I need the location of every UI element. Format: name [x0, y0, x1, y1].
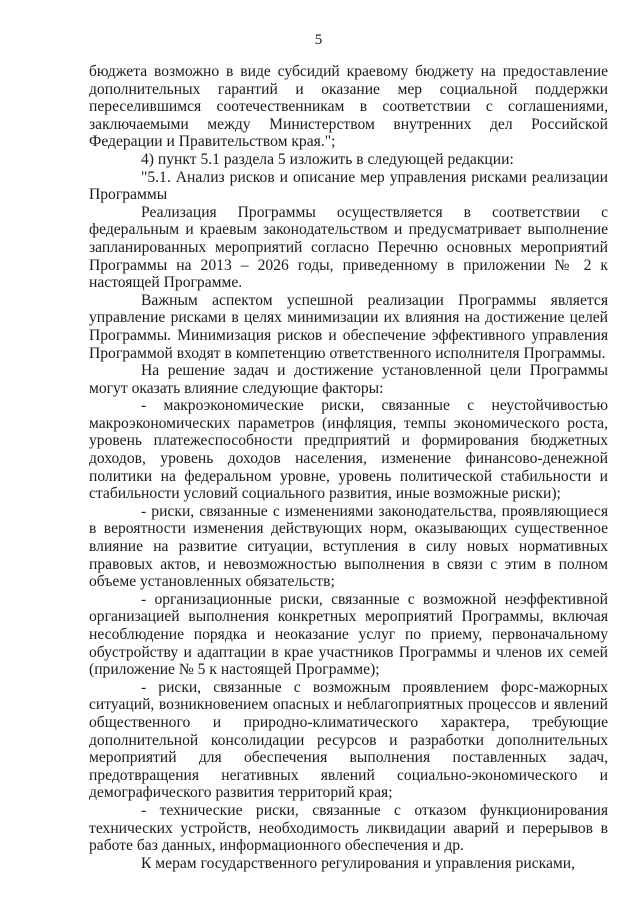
- list-item-macroeconomic-risks: - макроэкономические риски, связанные с неустойчивостью макроэкономических параметров (инфляция, темпы экономического роста, уровень платежеспособности предприятий и формирования бюджетных доходов, уровень доходов населения, изменение финансово-денежной политики на федеральном уровне, уровень политической стабильности и стабильности условий социального развития, иные возможные риски);: [89, 397, 608, 503]
- paragraph-factors-intro: На решение задач и достижение установленной цели Программы могут оказать влияние следующие факторы:: [89, 362, 608, 397]
- paragraph-risk-management: Важным аспектом успешной реализации Программы является управление рисками в целях минимизации их влияния на достижение целей Программы. Минимизация рисков и обеспечение эффективного управления Программой входят в компетенцию ответственного исполнителя Программы.: [89, 291, 608, 362]
- list-item-legislative-risks: - риски, связанные с изменениями законодательства, проявляющиеся в вероятности изменения действующих норм, оказывающих существенное влияние на развитие ситуации, вступления в силу новых нормативных правовых актов, и невозможностью выполнения в связи с этим в полном объеме установленных обязательств;: [89, 502, 608, 591]
- paragraph-regulation-measures: К мерам государственного регулирования и управления рисками,: [141, 854, 576, 872]
- page-number: 5: [314, 32, 323, 48]
- paragraph-section-heading: "5.1. Анализ рисков и описание мер управления рисками реализации Программы: [89, 168, 608, 204]
- list-item-technical-risks: - технические риски, связанные с отказом функционирования технических устройств, необходимость ликвидации аварий и перерывов в работе баз данных, информационного обеспечения и др.: [89, 801, 608, 855]
- document-body: [89, 63, 608, 872]
- paragraph-budget-continuation: бюджета возможно в виде субсидий краевому бюджету на предоставление дополнительных гарантий и оказание мер социальной поддержки переселившимся соотечественникам в соответствии с соглашениями, заключаемыми между Министерством внутренних дел Российской Федерации и Правительством края.";: [89, 63, 608, 151]
- list-item-organizational-risks: - организационные риски, связанные с возможной неэффективной организацией выполнения конкретных мероприятий Программы, включая несоблюдение порядка и неоказание услуг по приему, первоначальному обустройству и адаптации в крае участников Программы и членов их семей (приложение № 5 к настоящей Программе);: [89, 590, 608, 679]
- paragraph-program-implementation: Реализация Программы осуществляется в соответствии с федеральным и краевым законодательством и предусматривает выполнение запланированных мероприятий согласно Перечню основных мероприятий Программы на 2013 – 2026 годы, приведенному в приложении № 2 к настоящей Программе.: [89, 203, 608, 292]
- list-item-force-majeure-risks: - риски, связанные с возможным проявлением форс-мажорных ситуаций, возникновением опасных и неблагоприятных процессов и явлений общественного и природно-климатического характера, требующие дополнительной консолидации ресурсов и разработки дополнительных мероприятий для обеспечения выполнения поставленных задач, предотвращения негативных явлений социально-экономического и демографического развития территорий края;: [89, 678, 608, 802]
- paragraph-amendment-item-4: 4) пункт 5.1 раздела 5 изложить в следующей редакции:: [141, 150, 514, 168]
